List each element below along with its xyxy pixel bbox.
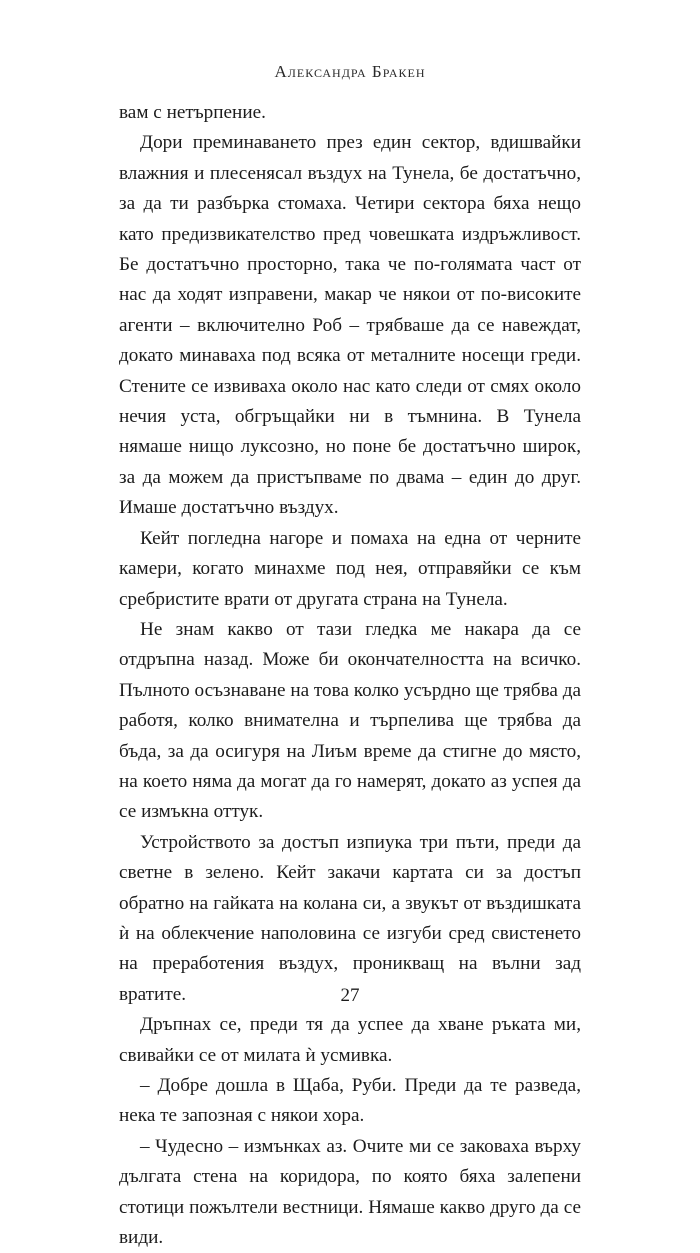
page-number: 27 <box>340 985 360 1006</box>
paragraph: Дръпнах се, преди тя да успее да хване ръката ми, свивайки се от милата ѝ усмивка. <box>119 1014 581 1066</box>
paragraph: Дори преминаването през един сектор, вдишвайки влажния и плесенясал въздух на Тунела, бе достатъчно, за да ти разбърка стомаха. Четири сектора бяха нещо като предизвикателство пред човешката издръжливост. Бе достатъчно просторно, така че по-голямата част от нас да ходят изправени, макар че някои от по-високите агенти – включително Роб – трябваше да се навеждат, докато минаваха под всяка от металните носещи греди. Стените се извиваха около нас като следи от смях около нечия уста, обгръщайки ни в тъмнина. В Тунела нямаше нищо луксозно, но поне бе достатъчно широк, за да можем да пристъпваме по двама – един до друг. Имаше достатъчно въздух. <box>119 132 581 519</box>
dialogue-paragraph: – Чудесно – измънках аз. Очите ми се заковаха върху дългата стена на коридора, по която бяха залепени стотици пожълтели вестници. Нямаше какво друго да се види. <box>119 1135 581 1249</box>
body-text <box>119 98 581 1253</box>
paragraph-continuation: вам с нетърпение. <box>119 102 266 123</box>
running-header-author: Александра Бракен <box>274 62 426 81</box>
paragraph: Устройството за достъп изпиука три пъти, преди да светне в зелено. Кейт закачи картата си за достъп обратно на гайката на колана си, а звукът от въздишката ѝ на облекчение наполовина се изгуби сред свистенето на преработения въздух, проникващ на вълни зад вратите. <box>119 831 581 1005</box>
paragraph: Кейт погледна нагоре и помаха на една от черните камери, когато минахме под нея, отправяйки се към сребристите врати от другата страна на Тунела. <box>119 527 581 610</box>
dialogue-paragraph: – Добре дошла в Щаба, Руби. Преди да те разведа, нека те запозная с някои хора. <box>119 1075 581 1127</box>
paragraph: Не знам какво от тази гледка ме накара да се отдръпна назад. Може би окончателността на всичко. Пълното осъзнаване на това колко усърдно ще трябва да работя, колко внимателна и търпелива ще трябва да бъда, за да осигуря на Лиъм време да стигне до място, на което няма да могат да го намерят, докато аз успея да се измъкна оттук. <box>119 618 581 823</box>
